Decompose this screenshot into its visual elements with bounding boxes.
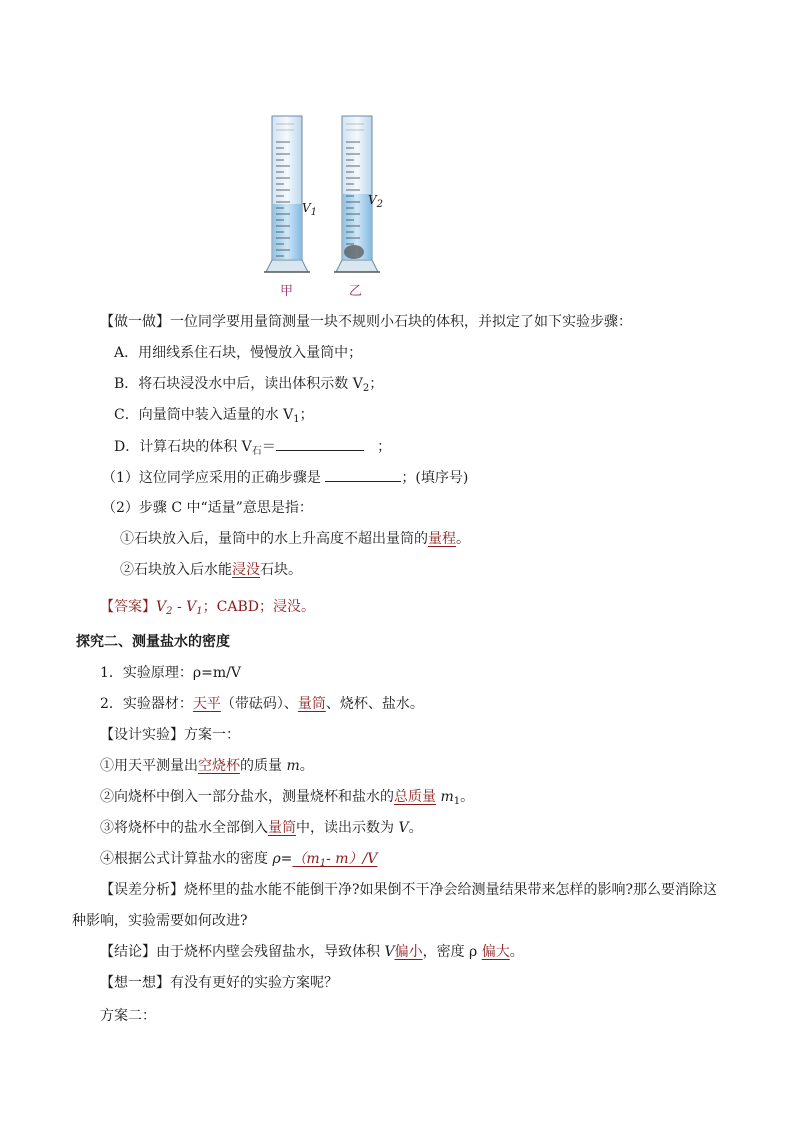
conclusion: 【结论】由于烧杯内壁会残留盐水，导致体积 V偏小，密度 ρ 偏大。: [100, 944, 524, 960]
step-d: D．计算石块的体积 $V_石=$ ；: [114, 436, 391, 462]
question-1: （1）这位同学应采用的正确步骤是 ；(填序号): [102, 467, 468, 488]
plan-step-2: ②向烧杯中倒入一部分盐水，测量烧杯和盐水的总质量 $m_1$。: [100, 789, 475, 807]
step-a: A．用细线系住石块，慢慢放入量筒中；: [114, 345, 363, 361]
think-prompt: 【想一想】有没有更好的实验方案呢？: [100, 975, 338, 991]
question-2: （2）步骤 C 中“适量”意思是指：: [102, 500, 313, 516]
step-b: B．将石块浸没水中后，读出体积示数 $V_2$；: [114, 376, 384, 394]
principle: 1．实验原理：ρ=m/V: [100, 665, 241, 681]
plan-step-1: ①用天平测量出空烧杯的质量 m。: [100, 758, 314, 774]
plan-step-4: ④根据公式计算盐水的密度 $\rho=(m_1-$ m）/V: [100, 851, 378, 869]
label-yi: 乙: [349, 284, 363, 299]
label-v1: $V_1$: [302, 201, 318, 218]
section-heading: 探究二、测量盐水的密度: [76, 634, 230, 650]
plan-step-3: ③将烧杯中的盐水全部倒入量筒中，读出示数为 V。: [100, 820, 423, 836]
activity-intro: 【做一做】一位同学要用量筒测量一块不规则小石块的体积，并拟定了如下实验步骤：: [100, 314, 632, 330]
cylinder-jia: [264, 116, 310, 272]
question-1-blank: [325, 467, 401, 482]
density-formula: （$m_1-$ m）/V: [292, 851, 378, 869]
error-analysis-2: 种影响，实验需要如何改进?: [72, 913, 248, 929]
plan-two-heading: 方案二：: [100, 1008, 156, 1024]
step-d-blank: [276, 436, 364, 451]
label-jia: 甲: [280, 284, 294, 299]
error-analysis-1: 【误差分析】烧杯里的盐水能不能倒干净?如果倒不干净会给测量结果带来怎样的影响?那么要消除这: [100, 882, 718, 898]
answer-line: 【答案】$V_2 - V_1$；CABD；浸没。: [100, 599, 315, 617]
design-heading: 【设计实验】方案一：: [100, 727, 240, 743]
question-2-answer-ii: ②石块放入后水能浸没石块。: [120, 562, 302, 578]
materials: 2．实验器材：天平（带砝码）、量筒、烧杯、盐水。: [100, 696, 424, 712]
step-c: C．向量筒中装入适量的水 $V_1$；: [114, 407, 314, 425]
label-v2: $V_2$: [368, 193, 384, 210]
stone-shape: [344, 245, 364, 259]
question-2-answer-i: ①石块放入后，量筒中的水上升高度不超出量筒的量程。: [120, 531, 470, 547]
